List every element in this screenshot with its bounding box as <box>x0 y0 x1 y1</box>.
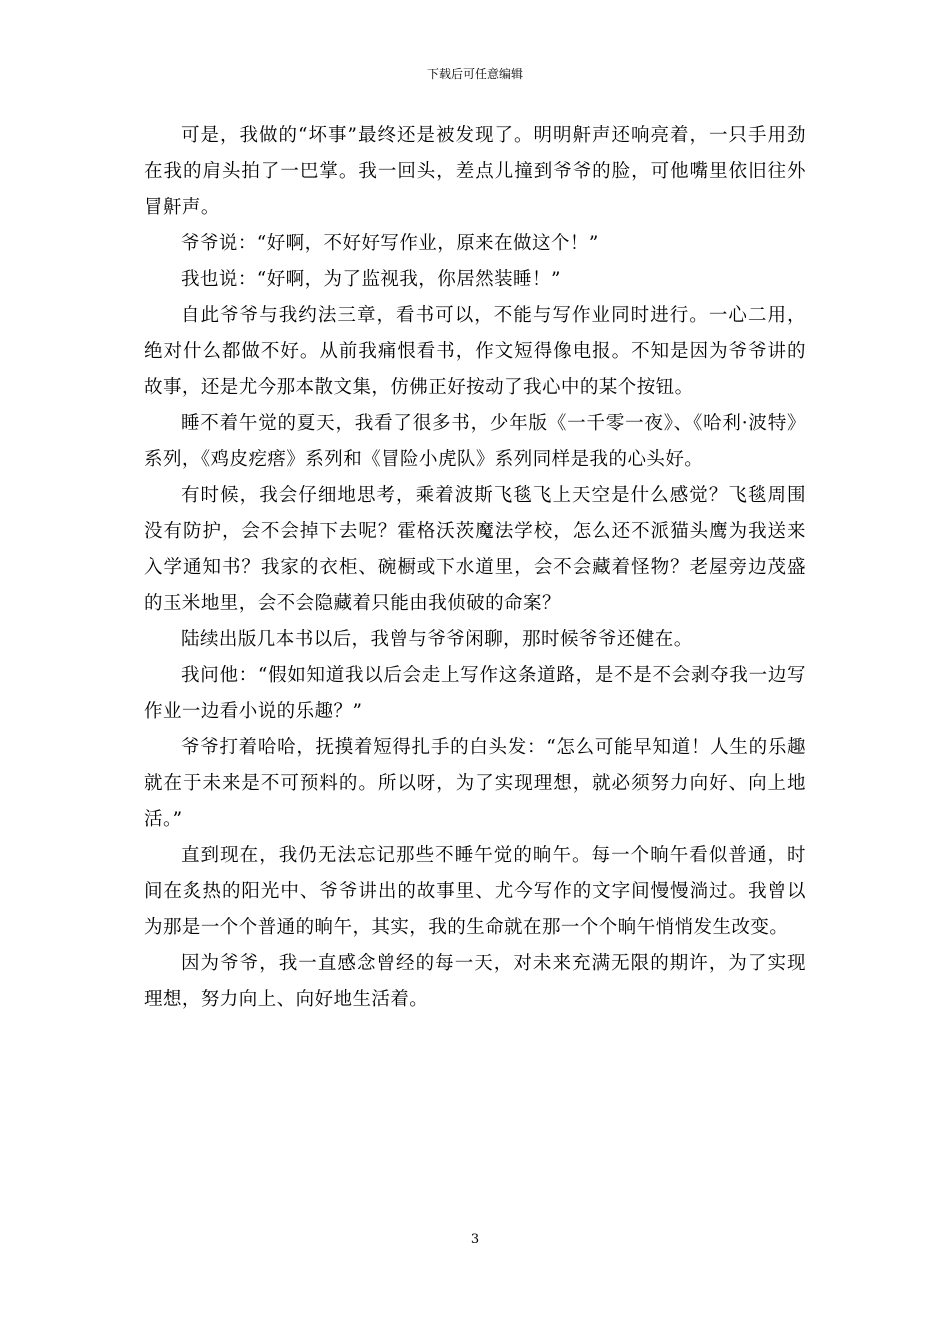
paragraph: 可是，我做的“坏事”最终还是被发现了。明明鼾声还响亮着，一只手用劲在我的肩头拍了一巴掌。我一回头，差点儿撞到爷爷的脸，可他嘴里依旧往外冒鼾声。 <box>144 125 806 218</box>
paragraph: 睡不着午觉的夏天，我看了很多书，少年版《一千零一夜》、《哈利·波特》系列，《鸡皮疙瘩》系列和《冒险小虎队》系列同样是我的心头好。 <box>144 413 806 470</box>
paragraph: 有时候，我会仔细地思考，乘着波斯飞毯飞上天空是什么感觉？飞毯周围没有防护，会不会掉下去呢？霍格沃茨魔法学校，怎么还不派猫头鹰为我送来入学通知书？我家的衣柜、碗橱或下水道里，会不会藏着怪物？老屋旁边茂盛的玉米地里，会不会隐藏着只能由我侦破的命案？ <box>144 485 806 614</box>
article-body <box>144 118 806 1018</box>
paragraph: 我也说：“好啊，为了监视我，你居然装睡！” <box>181 269 561 290</box>
paragraph: 自此爷爷与我约法三章，看书可以，不能与写作业同时进行。一心二用，绝对什么都做不好。从前我痛恨看书，作文短得像电报。不知是因为爷爷讲的故事，还是尤今那本散文集，仿佛正好按动了我心中的某个按钮。 <box>144 305 806 398</box>
paragraph: 我问他：“假如知道我以后会走上写作这条道路，是不是不会剥夺我一边写作业一边看小说的乐趣？” <box>144 665 806 722</box>
paragraph: 因为爷爷，我一直感念曾经的每一天，对未来充满无限的期许，为了实现理想，努力向上、向好地生活着。 <box>144 953 806 1010</box>
page-number: 3 <box>470 1232 480 1247</box>
paragraph: 直到现在，我仍无法忘记那些不睡午觉的晌午。每一个晌午看似普通，时间在炙热的阳光中、爷爷讲出的故事里、尤今写作的文字间慢慢淌过。我曾以为那是一个个普通的晌午，其实，我的生命就在那一个个晌午悄悄发生改变。 <box>144 845 806 938</box>
paragraph: 爷爷说：“好啊，不好好写作业，原来在做这个！” <box>181 233 599 254</box>
page-header: 下载后可任意编辑 <box>426 67 523 81</box>
paragraph: 陆续出版几本书以后，我曾与爷爷闲聊，那时候爷爷还健在。 <box>181 629 693 650</box>
paragraph: 爷爷打着哈哈，抚摸着短得扎手的白头发：“怎么可能早知道！人生的乐趣就在于未来是不可预料的。所以呀，为了实现理想，就必须努力向好、向上地活。” <box>144 737 806 830</box>
